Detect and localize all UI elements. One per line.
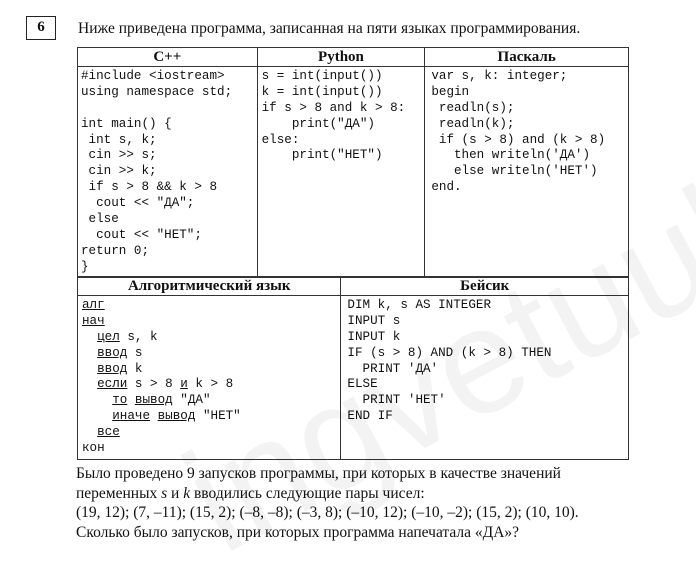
code-line: cin >> s; bbox=[81, 148, 157, 163]
code-line bbox=[82, 314, 336, 330]
task-number: 6 bbox=[26, 16, 56, 40]
code-line: cin >> k; bbox=[81, 164, 157, 179]
code-line bbox=[82, 330, 336, 346]
code-line: INPUT s bbox=[347, 313, 401, 328]
task-line: (19, 12); (7, –11); (15, 2); (–8, –8); (–3, 8); (–10, 12); (–10, –2); (15, 2); (10, 10). bbox=[76, 504, 579, 521]
code-line: INPUT k bbox=[347, 329, 401, 344]
alg-keyword: цел bbox=[97, 329, 120, 344]
code-line: else bbox=[81, 212, 119, 227]
task-line: Было проведено 9 запусков программы, при которых в качестве значений bbox=[76, 465, 561, 482]
code-line: END IF bbox=[347, 409, 393, 424]
pascal-code bbox=[425, 67, 629, 278]
alg-keyword: кон bbox=[82, 441, 105, 456]
python-code bbox=[257, 67, 425, 278]
alg-keyword: то bbox=[112, 393, 128, 408]
code-line: PRINT 'ДА' bbox=[347, 361, 439, 376]
task-line: Сколько было запусков, при которых программа напечатала «ДА»? bbox=[76, 523, 520, 541]
code-line: readln(k); bbox=[431, 116, 515, 131]
code-line: k = int(input()) bbox=[261, 84, 383, 99]
code-line: cout << "ДА"; bbox=[81, 196, 195, 211]
var-k: k bbox=[183, 484, 191, 502]
alg-keyword: и bbox=[180, 377, 188, 392]
code-line: return 0; bbox=[81, 243, 150, 258]
alg-text: "НЕТ" bbox=[195, 409, 241, 424]
header-alg: Алгоритмический язык bbox=[78, 277, 341, 296]
alg-keyword: если bbox=[97, 377, 128, 392]
code-line bbox=[82, 377, 336, 393]
intro-text: Ниже приведена программа, записанная на пяти языках программирования. bbox=[78, 20, 581, 37]
code-line: IF (s > 8) AND (k > 8) THEN bbox=[347, 345, 552, 360]
alg-code bbox=[78, 296, 341, 460]
code-line: int s, k; bbox=[81, 132, 157, 147]
code-line: end. bbox=[431, 180, 462, 195]
task-text bbox=[76, 464, 628, 542]
code-line: print("ДА") bbox=[261, 116, 375, 131]
var-s: s bbox=[161, 484, 168, 502]
code-line: readln(s); bbox=[431, 100, 515, 115]
header-pascal: Паскаль bbox=[425, 48, 629, 67]
basic-code bbox=[341, 296, 629, 460]
code-line: else: bbox=[261, 132, 300, 147]
alg-keyword: вывод bbox=[157, 409, 196, 424]
alg-keyword: вывод bbox=[134, 393, 173, 408]
code-line: } bbox=[81, 259, 89, 274]
alg-keyword: все bbox=[97, 425, 120, 440]
code-line: DIM k, s AS INTEGER bbox=[347, 298, 492, 312]
code-line: s = int(input()) bbox=[261, 69, 383, 83]
code-line: begin bbox=[431, 84, 470, 99]
alg-text bbox=[150, 409, 158, 423]
task-line bbox=[76, 484, 628, 504]
code-line: cout << "НЕТ"; bbox=[81, 227, 202, 242]
code-line: ELSE bbox=[347, 377, 378, 392]
alg-text: k > 8 bbox=[187, 377, 234, 392]
code-line bbox=[82, 362, 336, 378]
alg-keyword: ввод bbox=[97, 345, 128, 360]
code-line: if s > 8 && k > 8 bbox=[81, 180, 218, 195]
code-line bbox=[82, 298, 336, 314]
task-text-part: переменных bbox=[76, 484, 162, 502]
alg-text: k bbox=[127, 361, 143, 376]
code-line: print("НЕТ") bbox=[261, 148, 383, 163]
code-line bbox=[82, 441, 336, 457]
code-line bbox=[82, 425, 336, 441]
code-table-bottom bbox=[77, 276, 629, 460]
alg-keyword: иначе bbox=[112, 409, 151, 424]
alg-text: s bbox=[127, 345, 143, 360]
code-line bbox=[82, 393, 336, 409]
alg-text: s, k bbox=[119, 329, 158, 344]
code-line: using namespace std; bbox=[81, 84, 233, 99]
code-line: #include <iostream> bbox=[81, 69, 225, 83]
task-text-part: и bbox=[167, 484, 184, 502]
alg-keyword: алг bbox=[82, 298, 105, 312]
task-text-part: вводились следующие пары чисел: bbox=[190, 484, 425, 502]
code-line: else writeln('НЕТ') bbox=[431, 164, 598, 179]
alg-text bbox=[127, 393, 135, 407]
header-python: Python bbox=[257, 48, 425, 67]
header-basic: Бейсик bbox=[341, 277, 629, 296]
code-line: PRINT 'НЕТ' bbox=[347, 393, 446, 408]
code-line: if (s > 8) and (k > 8) bbox=[431, 132, 606, 147]
alg-keyword: нач bbox=[82, 313, 105, 328]
alg-keyword: ввод bbox=[97, 361, 128, 376]
alg-text: s > 8 bbox=[127, 377, 181, 392]
code-table-top bbox=[77, 47, 629, 278]
header-cpp: C++ bbox=[78, 48, 258, 67]
cpp-code bbox=[78, 67, 258, 278]
code-line bbox=[81, 101, 253, 117]
code-line: if s > 8 and k > 8: bbox=[261, 100, 406, 115]
code-line bbox=[82, 409, 336, 425]
code-line: then writeln('ДА') bbox=[431, 148, 591, 163]
code-line bbox=[82, 346, 336, 362]
code-line: int main() { bbox=[81, 116, 172, 131]
code-line: var s, k: integer; bbox=[431, 69, 568, 83]
alg-text: "ДА" bbox=[172, 393, 211, 408]
